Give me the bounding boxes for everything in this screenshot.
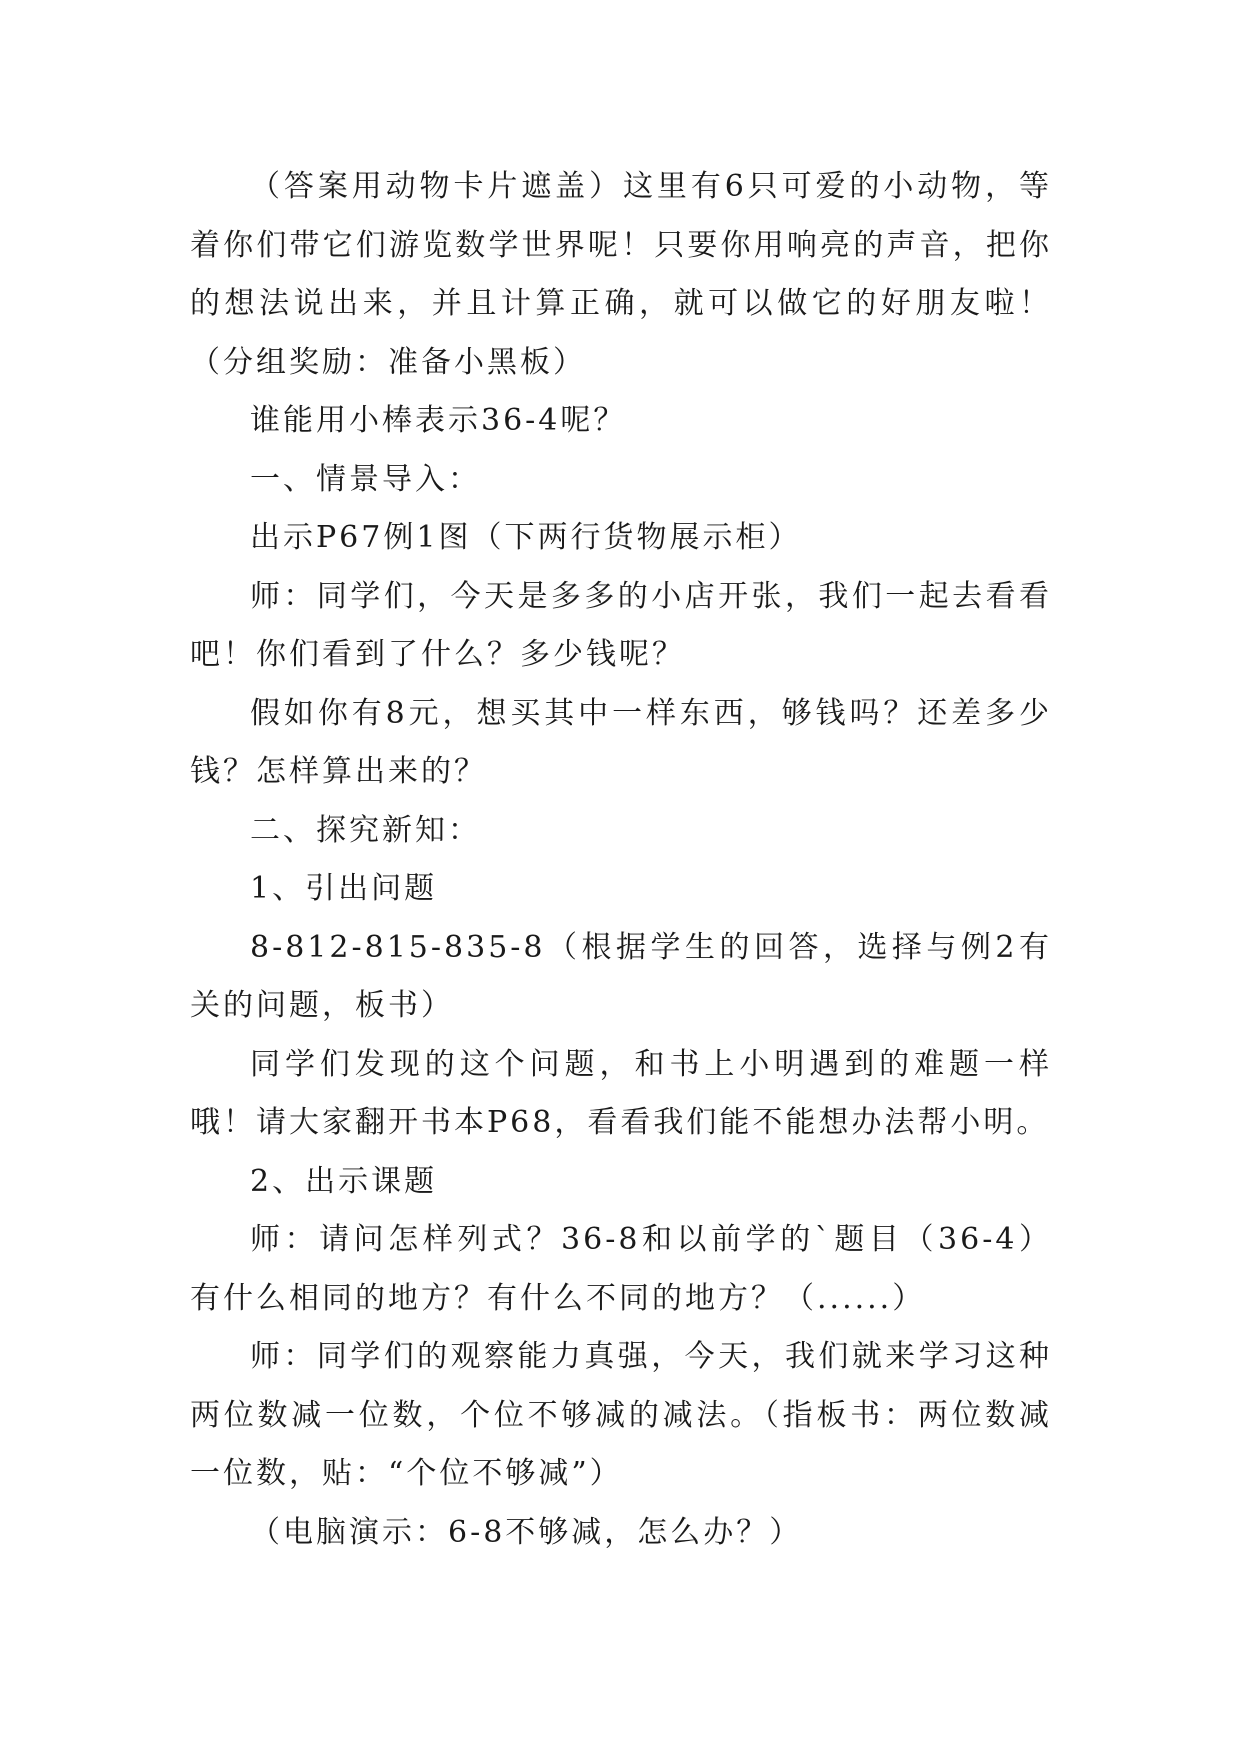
paragraph-animal-cards: （答案用动物卡片遮盖）这里有6只可爱的小动物，等着你们带它们游览数学世界呢！只要你用响亮的声音，把你的想法说出来，并且计算正确，就可以做它的好朋友啦！（分组奖励：准备小黑板）: [190, 169, 1052, 380]
paragraph-topic-subtraction: 师：同学们的观察能力真强，今天，我们就来学习这种两位数减一位数，个位不够减的减法。（指板书：两位数减一位数，贴：“个位不够减”）: [190, 1339, 1052, 1491]
paragraph-eight-yuan: 假如你有8元，想买其中一样东西，够钱吗？还差多少钱？怎样算出来的？: [190, 695, 1052, 789]
paragraph-sticks-question: 谁能用小棒表示36-4呢？: [250, 403, 627, 438]
paragraph-compare-problems: 师：请问怎样列式？36-8和以前学的`题目（36-4）有什么相同的地方？有什么不同的地方？（......）: [190, 1222, 1052, 1316]
paragraph-board-equations: 8-812-815-835-8（根据学生的回答，选择与例2有关的问题，板书）: [190, 929, 1052, 1023]
subheading-show-topic: 2、出示课题: [250, 1163, 438, 1199]
document-body: [190, 158, 1052, 1562]
section-heading-intro: 一、情景导入：: [250, 461, 481, 497]
paragraph-teacher-shop: 师：同学们，今天是多多的小店开张，我们一起去看看吧！你们看到了什么？多少钱呢？: [190, 578, 1052, 672]
paragraph-open-book: 同学们发现的这个问题，和书上小明遇到的难题一样哦！请大家翻开书本P68，看看我们能不能想办法帮小明。: [190, 1046, 1052, 1140]
section-heading-explore: 二、探究新知：: [250, 812, 481, 848]
subheading-raise-question: 1、引出问题: [250, 871, 438, 906]
paragraph-computer-demo: （电脑演示：6-8不够减，怎么办？）: [250, 1514, 803, 1550]
paragraph-show-example: 出示P67例1图（下两行货物展示柜）: [250, 520, 802, 555]
